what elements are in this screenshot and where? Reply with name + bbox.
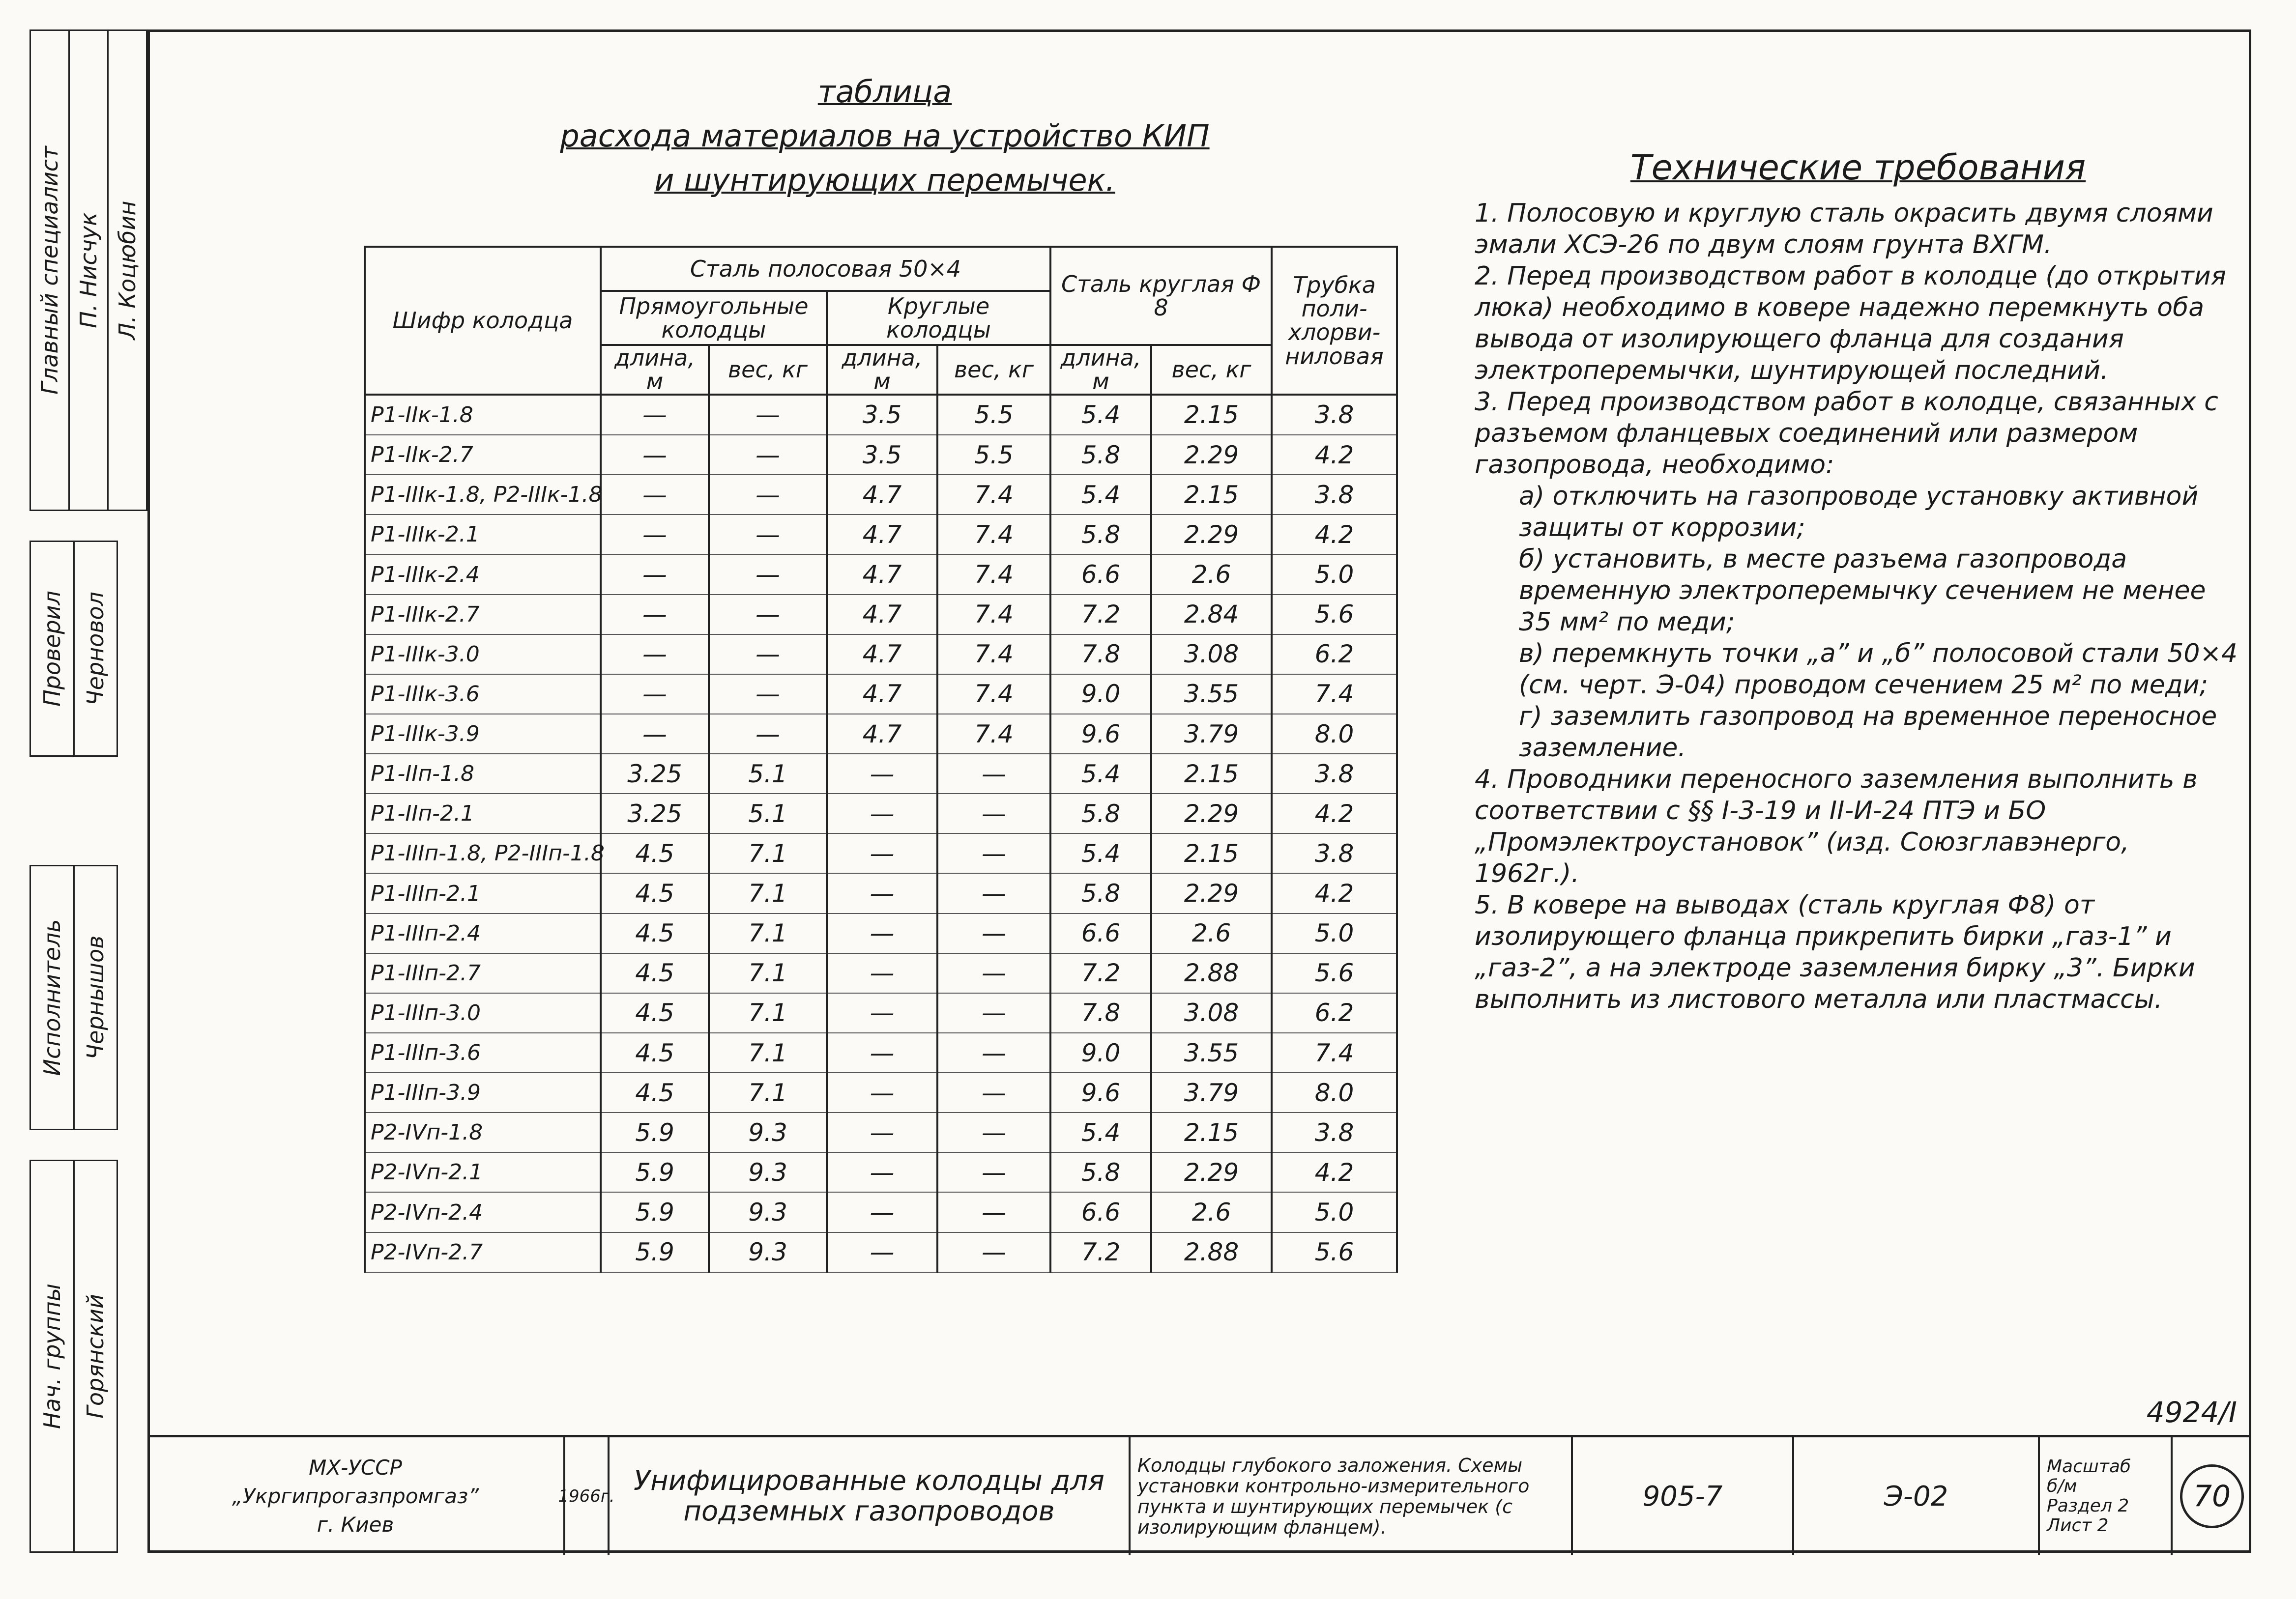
cell-rs-w: 2.29 xyxy=(1151,435,1272,475)
cell-rs-len: 5.4 xyxy=(1050,395,1151,435)
table-title-1: таблица xyxy=(817,74,952,110)
cell-round-len: — xyxy=(827,953,937,993)
cell-rs-w: 3.08 xyxy=(1151,634,1272,674)
cell-rs-len: 5.4 xyxy=(1050,833,1151,873)
cell-rs-w: 2.6 xyxy=(1151,1192,1272,1232)
cell-rs-len: 9.6 xyxy=(1050,714,1151,754)
cell-rs-len: 5.8 xyxy=(1050,794,1151,833)
group-head-title: Нач. группы xyxy=(38,1283,65,1429)
org-ministry: МХ-УССР xyxy=(309,1456,402,1480)
cell-round-w: — xyxy=(937,993,1050,1033)
chief-sign: Л. Коцюбин xyxy=(114,200,141,340)
cell-code: Р1-IIIп-1.8, Р2-IIIп-1.8 xyxy=(365,833,601,873)
requirement-item: 2. Перед производством работ в колодце (до открытия люка) необходимо в ковере надежно перемкнуть оба вывода от изолирующего фланца для создания электроперемычки, шунтирующей последний. xyxy=(1475,261,2226,385)
chief-title: Главный специалист xyxy=(36,146,63,395)
header-round-wells: Круглые колодцы xyxy=(827,291,1050,345)
table-row xyxy=(365,435,1397,475)
cell-rs-len: 9.6 xyxy=(1050,1073,1151,1113)
header-weight: вес, кг xyxy=(709,345,827,395)
cell-tube: 3.8 xyxy=(1272,1113,1397,1152)
table-row xyxy=(365,833,1397,873)
cell-rs-w: 2.15 xyxy=(1151,475,1272,514)
cell-rs-len: 7.8 xyxy=(1050,993,1151,1033)
requirement-item: 4. Проводники переносного заземления выполнить в соответствии с §§ I-3-19 и II-И-24 ПТЭ и БО „Промэлектроустановок” (изд. Союзглавэнерго, 1962г.). xyxy=(1475,765,2198,888)
cell-tube: 5.6 xyxy=(1272,953,1397,993)
cell-rect-w: 7.1 xyxy=(709,1033,827,1073)
group-head-block xyxy=(29,1160,118,1553)
table-row xyxy=(365,554,1397,594)
cell-tube: 7.4 xyxy=(1272,674,1397,714)
requirements-list xyxy=(1475,198,2241,1015)
cell-code: Р1-IIIк-2.1 xyxy=(365,514,601,554)
sheet-label: Лист 2 xyxy=(2047,1515,2109,1536)
table-row xyxy=(365,754,1397,794)
chief-name: П. Нисчук xyxy=(75,212,102,328)
cell-rs-len: 9.0 xyxy=(1050,1033,1151,1073)
cell-rs-len: 6.6 xyxy=(1050,1192,1151,1232)
cell-code: Р1-IIIк-2.4 xyxy=(365,554,601,594)
cell-code: Р1-IIIп-3.0 xyxy=(365,993,601,1033)
table-title-3: и шунтирующих перемычек. xyxy=(654,162,1115,198)
cell-round-len: — xyxy=(827,873,937,913)
cell-code: Р1-IIIп-2.1 xyxy=(365,873,601,913)
cell-rs-w: 2.29 xyxy=(1151,514,1272,554)
org-city: г. Киев xyxy=(317,1513,394,1537)
checked-block xyxy=(29,541,118,757)
cell-rect-len: 4.5 xyxy=(601,914,709,953)
cell-round-w: — xyxy=(937,914,1050,953)
cell-rect-len: 5.9 xyxy=(601,1152,709,1192)
cell-round-w: 7.4 xyxy=(937,714,1050,754)
cell-round-w: — xyxy=(937,1033,1050,1073)
cell-round-w: — xyxy=(937,1073,1050,1113)
cell-round-w: 7.4 xyxy=(937,595,1050,634)
cell-rect-w: 9.3 xyxy=(709,1192,827,1232)
cell-rect-w: — xyxy=(709,395,827,435)
cell-code: Р2-IVп-2.1 xyxy=(365,1152,601,1192)
cell-rs-w: 2.84 xyxy=(1151,595,1272,634)
header-round-steel: Сталь круглая Ф 8 xyxy=(1050,247,1272,345)
cell-rs-w: 3.55 xyxy=(1151,1033,1272,1073)
checked-title: Проверил xyxy=(38,591,65,707)
cell-rect-len: — xyxy=(601,595,709,634)
cell-round-len: — xyxy=(827,794,937,833)
table-row xyxy=(365,674,1397,714)
cell-rect-len: 5.9 xyxy=(601,1232,709,1272)
cell-rs-len: 6.6 xyxy=(1050,554,1151,594)
cell-rs-len: 6.6 xyxy=(1050,914,1151,953)
cell-code: Р1-IIIп-3.9 xyxy=(365,1073,601,1113)
header-weight: вес, кг xyxy=(937,345,1050,395)
requirement-item: 5. В ковере на выводах (сталь круглая Ф8) от изолирующего фланца прикрепить бирки „газ-1” и „газ-2”, а на электроде заземления бирку „3”. Бирки выполнить из листового металла или пластмассы. xyxy=(1475,890,2195,1014)
cell-round-w: — xyxy=(937,1113,1050,1152)
cell-tube: 5.0 xyxy=(1272,914,1397,953)
cell-rect-w: — xyxy=(709,554,827,594)
cell-rect-len: 4.5 xyxy=(601,1073,709,1113)
cell-tube: 4.2 xyxy=(1272,794,1397,833)
cell-round-len: 4.7 xyxy=(827,674,937,714)
cell-round-len: — xyxy=(827,993,937,1033)
chief-specialist-block xyxy=(29,29,147,511)
cell-tube: 6.2 xyxy=(1272,993,1397,1033)
cell-round-w: — xyxy=(937,953,1050,993)
cell-rect-w: 9.3 xyxy=(709,1113,827,1152)
requirement-item: 3. Перед производством работ в колодце, связанных с разъемом фланцевых соединений или размером газопровода, необходимо: xyxy=(1475,387,2218,480)
cell-rect-w: 7.1 xyxy=(709,993,827,1033)
requirement-subitem: б) установить, в месте разъема газопровода временную электроперемычку сечением не менее 35 мм² по меди; xyxy=(1519,544,2206,637)
header-rect-wells: Прямоугольные колодцы xyxy=(601,291,827,345)
cell-rs-w: 2.29 xyxy=(1151,794,1272,833)
cell-rect-len: 4.5 xyxy=(601,833,709,873)
table-row xyxy=(365,873,1397,913)
cell-rs-len: 5.8 xyxy=(1050,873,1151,913)
table-row xyxy=(365,1192,1397,1232)
series-number: 905-7 xyxy=(1573,1437,1794,1555)
cell-code: Р2-IVп-2.4 xyxy=(365,1192,601,1232)
cell-tube: 4.2 xyxy=(1272,873,1397,913)
executor-name: Чернышов xyxy=(82,935,109,1060)
cell-rect-w: 7.1 xyxy=(709,914,827,953)
cell-tube: 5.0 xyxy=(1272,554,1397,594)
cell-round-len: 4.7 xyxy=(827,514,937,554)
cell-rs-w: 2.6 xyxy=(1151,554,1272,594)
volume-label: Раздел 2 xyxy=(2047,1496,2129,1516)
table-row xyxy=(365,1033,1397,1073)
cell-code: Р1-IIIк-3.9 xyxy=(365,714,601,754)
cell-rect-len: 3.25 xyxy=(601,754,709,794)
executor-block xyxy=(29,865,118,1130)
cell-rect-len: 4.5 xyxy=(601,953,709,993)
cell-round-w: — xyxy=(937,754,1050,794)
cell-rs-len: 7.8 xyxy=(1050,634,1151,674)
cell-round-w: — xyxy=(937,1232,1050,1272)
cell-round-w: 7.4 xyxy=(937,674,1050,714)
cell-rs-len: 7.2 xyxy=(1050,595,1151,634)
table-row xyxy=(365,395,1397,435)
header-code: Шифр колодца xyxy=(365,247,601,395)
title-block xyxy=(147,1435,2251,1555)
cell-round-len: 4.7 xyxy=(827,595,937,634)
cell-round-w: — xyxy=(937,873,1050,913)
cell-rs-w: 3.08 xyxy=(1151,993,1272,1033)
cell-rs-w: 2.15 xyxy=(1151,754,1272,794)
requirement-item: 1. Полосовую и круглую сталь окрасить двумя слоями эмали ХСЭ-26 по двум слоям грунта ВХГМ. xyxy=(1475,199,2213,259)
cell-round-w: 7.4 xyxy=(937,475,1050,514)
table-row xyxy=(365,714,1397,754)
table-row xyxy=(365,595,1397,634)
cell-code: Р1-IIIп-2.4 xyxy=(365,914,601,953)
cell-code: Р1-IIп-1.8 xyxy=(365,754,601,794)
cell-rs-w: 2.29 xyxy=(1151,873,1272,913)
group-head-name: Горянский xyxy=(82,1294,109,1419)
cell-code: Р1-IIIп-3.6 xyxy=(365,1033,601,1073)
cell-round-len: — xyxy=(827,1073,937,1113)
cell-rect-w: — xyxy=(709,714,827,754)
table-row xyxy=(365,475,1397,514)
cell-rs-len: 9.0 xyxy=(1050,674,1151,714)
cell-rect-len: 4.5 xyxy=(601,1033,709,1073)
cell-tube: 6.2 xyxy=(1272,634,1397,674)
page-number: 70 xyxy=(2180,1464,2244,1528)
cell-rect-len: 3.25 xyxy=(601,794,709,833)
cell-round-len: 3.5 xyxy=(827,395,937,435)
cell-code: Р1-IIIк-2.7 xyxy=(365,595,601,634)
cell-rs-w: 2.29 xyxy=(1151,1152,1272,1192)
cell-round-w: 7.4 xyxy=(937,514,1050,554)
cell-rect-w: — xyxy=(709,475,827,514)
materials-table xyxy=(364,246,1398,1273)
cell-tube: 8.0 xyxy=(1272,1073,1397,1113)
cell-rect-w: 7.1 xyxy=(709,953,827,993)
requirement-subitem: а) отключить на газопроводе установку активной защиты от коррозии; xyxy=(1519,482,2199,543)
cell-code: Р1-IIIп-2.7 xyxy=(365,953,601,993)
header-tube: Трубка поли-хлорви-ниловая xyxy=(1272,247,1397,395)
org-name: „Укргипрогазпромгаз” xyxy=(232,1484,479,1508)
requirement-subitem: г) заземлить газопровод на временное переносное заземление. xyxy=(1519,702,2217,763)
cell-round-w: — xyxy=(937,1152,1050,1192)
cell-code: Р1-IIIк-1.8, Р2-IIIк-1.8 xyxy=(365,475,601,514)
cell-rect-w: 7.1 xyxy=(709,873,827,913)
cell-rect-w: 5.1 xyxy=(709,794,827,833)
cell-rs-len: 5.4 xyxy=(1050,475,1151,514)
cell-tube: 7.4 xyxy=(1272,1033,1397,1073)
cell-tube: 5.0 xyxy=(1272,1192,1397,1232)
header-length: длина, м xyxy=(1050,345,1151,395)
requirement-subitem: в) перемкнуть точки „а” и „б” полосовой стали 50×4 (см. черт. Э-04) проводом сечением 25 м² по меди; xyxy=(1519,639,2238,700)
cell-rect-w: — xyxy=(709,634,827,674)
table-title-2: расхода материалов на устройство КИП xyxy=(560,118,1210,154)
cell-code: Р1-IIп-2.1 xyxy=(365,794,601,833)
cell-rect-len: 5.9 xyxy=(601,1192,709,1232)
cell-round-len: — xyxy=(827,754,937,794)
table-row xyxy=(365,953,1397,993)
cell-round-len: — xyxy=(827,833,937,873)
table-row xyxy=(365,993,1397,1033)
document-number: 4924/I xyxy=(2146,1396,2237,1429)
cell-round-len: 4.7 xyxy=(827,475,937,514)
cell-rect-w: 9.3 xyxy=(709,1232,827,1272)
series-cell: Унифицированные колодцы для подземных газопроводов xyxy=(610,1437,1131,1555)
cell-rs-len: 5.8 xyxy=(1050,514,1151,554)
cell-round-w: — xyxy=(937,794,1050,833)
organization-cell xyxy=(147,1437,565,1555)
cell-tube: 3.8 xyxy=(1272,395,1397,435)
cell-code: Р1-IIк-2.7 xyxy=(365,435,601,475)
cell-rect-len: — xyxy=(601,435,709,475)
cell-round-len: 4.7 xyxy=(827,714,937,754)
cell-rect-w: — xyxy=(709,674,827,714)
cell-round-w: 5.5 xyxy=(937,395,1050,435)
cell-tube: 3.8 xyxy=(1272,475,1397,514)
cell-rect-len: — xyxy=(601,674,709,714)
table-row xyxy=(365,1113,1397,1152)
cell-rs-w: 3.79 xyxy=(1151,714,1272,754)
cell-rs-w: 2.15 xyxy=(1151,833,1272,873)
table-row xyxy=(365,1152,1397,1192)
header-weight: вес, кг xyxy=(1151,345,1272,395)
cell-round-w: 5.5 xyxy=(937,435,1050,475)
header-length: длина, м xyxy=(827,345,937,395)
cell-rs-len: 7.2 xyxy=(1050,953,1151,993)
cell-round-w: — xyxy=(937,1192,1050,1232)
cell-round-len: 4.7 xyxy=(827,634,937,674)
cell-round-len: — xyxy=(827,1113,937,1152)
cell-rs-w: 2.88 xyxy=(1151,1232,1272,1272)
cell-rs-w: 2.15 xyxy=(1151,1113,1272,1152)
cell-rect-len: — xyxy=(601,514,709,554)
sheet-code: Э-02 xyxy=(1794,1437,2040,1555)
cell-rs-len: 5.4 xyxy=(1050,754,1151,794)
cell-rect-len: — xyxy=(601,554,709,594)
cell-rect-len: — xyxy=(601,634,709,674)
cell-code: Р1-IIк-1.8 xyxy=(365,395,601,435)
cell-rect-len: 5.9 xyxy=(601,1113,709,1152)
cell-round-len: — xyxy=(827,1192,937,1232)
cell-rect-w: 5.1 xyxy=(709,754,827,794)
cell-rect-len: — xyxy=(601,475,709,514)
left-signature-strip xyxy=(29,29,147,1553)
cell-rect-len: — xyxy=(601,714,709,754)
requirements-title: Технические требования xyxy=(1630,147,2086,188)
page-cell xyxy=(2173,1437,2251,1555)
cell-tube: 4.2 xyxy=(1272,435,1397,475)
cell-rect-w: — xyxy=(709,514,827,554)
table-row xyxy=(365,914,1397,953)
cell-tube: 8.0 xyxy=(1272,714,1397,754)
cell-rs-len: 5.8 xyxy=(1050,1152,1151,1192)
cell-rect-w: — xyxy=(709,595,827,634)
cell-code: Р1-IIIк-3.6 xyxy=(365,674,601,714)
checked-name: Черновол xyxy=(82,592,109,706)
cell-rs-w: 2.88 xyxy=(1151,953,1272,993)
cell-round-len: 3.5 xyxy=(827,435,937,475)
cell-rs-w: 3.79 xyxy=(1151,1073,1272,1113)
scale-value: б/м xyxy=(2047,1476,2077,1496)
cell-rect-w: 9.3 xyxy=(709,1152,827,1192)
header-strip-steel: Сталь полосовая 50×4 xyxy=(601,247,1050,291)
cell-round-len: — xyxy=(827,1232,937,1272)
cell-tube: 4.2 xyxy=(1272,514,1397,554)
cell-rect-w: — xyxy=(709,435,827,475)
cell-rect-len: 4.5 xyxy=(601,993,709,1033)
cell-tube: 5.6 xyxy=(1272,595,1397,634)
cell-tube: 3.8 xyxy=(1272,754,1397,794)
table-row xyxy=(365,634,1397,674)
cell-rs-w: 2.6 xyxy=(1151,914,1272,953)
executor-title: Исполнитель xyxy=(38,919,65,1076)
table-row xyxy=(365,1232,1397,1272)
cell-round-len: 4.7 xyxy=(827,554,937,594)
cell-rs-w: 3.55 xyxy=(1151,674,1272,714)
cell-code: Р2-IVп-2.7 xyxy=(365,1232,601,1272)
cell-tube: 5.6 xyxy=(1272,1232,1397,1272)
cell-rs-len: 7.2 xyxy=(1050,1232,1151,1272)
table-row xyxy=(365,514,1397,554)
cell-round-len: — xyxy=(827,914,937,953)
materials-table-body xyxy=(365,395,1397,1272)
scale-cell xyxy=(2040,1437,2173,1555)
scale-label: Масштаб xyxy=(2047,1456,2131,1477)
technical-requirements xyxy=(1475,147,2241,1015)
cell-round-w: 7.4 xyxy=(937,554,1050,594)
table-row xyxy=(365,1073,1397,1113)
cell-rs-len: 5.4 xyxy=(1050,1113,1151,1152)
cell-round-len: — xyxy=(827,1033,937,1073)
cell-rect-len: — xyxy=(601,395,709,435)
cell-round-w: 7.4 xyxy=(937,634,1050,674)
cell-code: Р2-IVп-1.8 xyxy=(365,1113,601,1152)
subject-cell: Колодцы глубокого заложения. Схемы установки контрольно-измерительного пункта и шунтирующих перемычек (с изолирующим фланцем). xyxy=(1131,1437,1573,1555)
cell-tube: 4.2 xyxy=(1272,1152,1397,1192)
cell-rect-w: 7.1 xyxy=(709,1073,827,1113)
cell-tube: 3.8 xyxy=(1272,833,1397,873)
header-length: длина, м xyxy=(601,345,709,395)
cell-rect-len: 4.5 xyxy=(601,873,709,913)
cell-rect-w: 7.1 xyxy=(709,833,827,873)
year-cell: 1966г. xyxy=(565,1437,610,1555)
cell-rs-len: 5.8 xyxy=(1050,435,1151,475)
table-row xyxy=(365,794,1397,833)
cell-round-len: — xyxy=(827,1152,937,1192)
cell-code: Р1-IIIк-3.0 xyxy=(365,634,601,674)
cell-rs-w: 2.15 xyxy=(1151,395,1272,435)
cell-round-w: — xyxy=(937,833,1050,873)
